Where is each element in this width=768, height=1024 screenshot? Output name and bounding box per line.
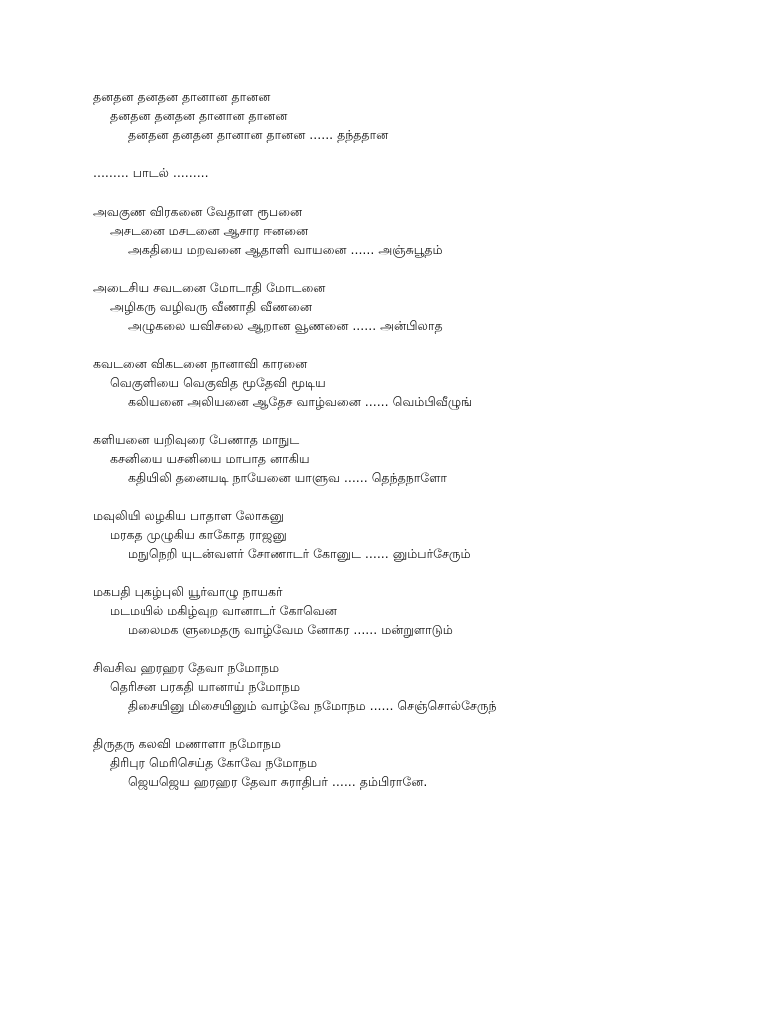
stanza-3-line-1: கவடனை விகடனை நானாவி காரனை <box>93 356 308 371</box>
stanza-1-line-1: அவகுண விரகனை வேதாள ரூபனை <box>93 204 303 219</box>
stanza-7-line-1: சிவசிவ ஹரஹர தேவா நமோநம <box>93 660 280 675</box>
stanza-2-line-1: அடைசிய சவடனை மோடாதி மோடனை <box>93 280 326 295</box>
stanza-7-line-3: திசையினு மிசையினும் வாழ்வே நமோநம ...... செஞ்சொல்சேருந் <box>128 698 497 713</box>
stanza-6-line-3: மலைமக ளுமைதரு வாழ்வேம னோகர ...... மன்றுளாடும் <box>128 622 453 637</box>
stanza-6-line-2: மடமயில் மகிழ்வுற வானாடர் கோவென <box>110 603 337 618</box>
stanza-4-line-1: களியனை யறிவுரை பேணாத மாநுட <box>93 432 300 447</box>
header-line-3: தனதன தனதன தானான தானன ...... தந்ததான <box>128 127 389 142</box>
stanza-5-line-3: மநுநெறி யுடன்வளர் சோணாடர் கோனுட ...... னும்பர்சேரும் <box>128 546 471 561</box>
stanza-8-line-2: திரிபுர மெரிசெய்த கோவே நமோநம <box>110 755 318 770</box>
stanza-7-line-2: தெரிசன பரகதி யானாய் நமோநம <box>110 679 301 694</box>
stanza-1-line-3: அகதியை மறவனை ஆதாளி வாயனை ...... அஞ்சுபூதம் <box>128 242 443 257</box>
stanza-8-line-3: ஜெயஜெய ஹரஹர தேவா சுராதிபர் ...... தம்பிரானே. <box>128 774 428 789</box>
stanza-4-line-2: கசனியை யசனியை மாபாத னாகிய <box>110 451 310 466</box>
stanza-5-line-2: மரகத முழுகிய காகோத ராஜனு <box>110 527 287 542</box>
stanza-2-line-2: அழிகரு வழிவரு வீணாதி வீணனை <box>110 299 312 314</box>
header-line-2: தனதன தனதன தானான தானன <box>110 108 288 123</box>
stanza-8-line-1: திருதரு கலவி மணாளா நமோநம <box>93 736 281 751</box>
stanza-2-line-3: அழுகலை யவிசலை ஆறான வூணனை ...... அன்பிலாத <box>128 318 443 333</box>
stanza-4-line-3: கதியிலி தனையடி நாயேனை யாளுவ ...... தெந்தநாளோ <box>128 470 447 485</box>
section-label: ......... பாடல் ......... <box>93 165 209 180</box>
header-line-1: தனதன தனதன தானான தானன <box>93 89 271 104</box>
stanza-5-line-1: மவுலியி லழகிய பாதாள லோகனு <box>93 508 284 523</box>
stanza-3-line-2: வெகுளியை வெகுவித மூதேவி மூடிய <box>110 375 326 390</box>
stanza-6-line-1: மகபதி புகழ்புலி யூர்வாழு நாயகர் <box>93 584 283 599</box>
stanza-1-line-2: அசடனை மசடனை ஆசார ஈனனை <box>110 223 309 238</box>
stanza-3-line-3: கலியனை அலியனை ஆதேச வாழ்வனை ...... வெம்பிவீழுங் <box>128 394 473 409</box>
